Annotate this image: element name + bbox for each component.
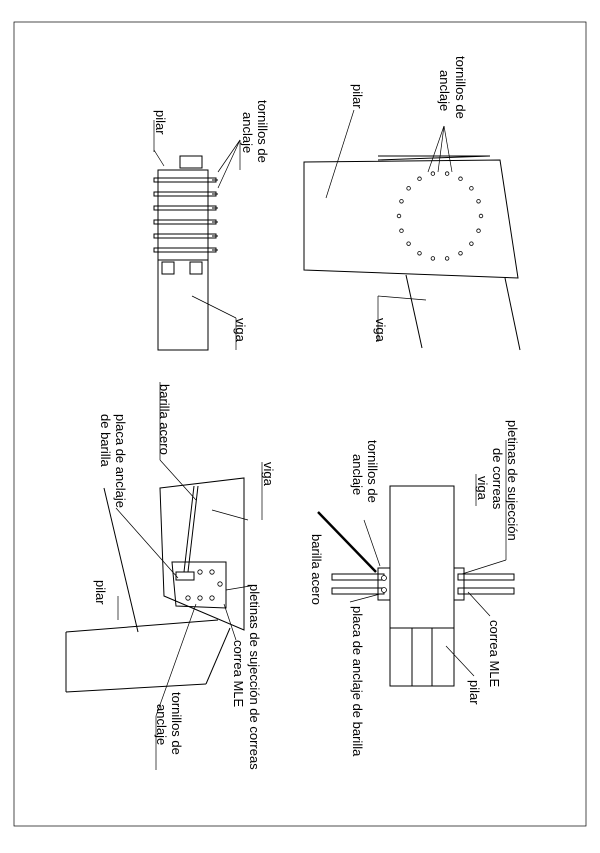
bl-tornillos-1: tornillos de (169, 692, 184, 755)
bolt-rod (154, 178, 216, 182)
bl-viga: viga (261, 462, 276, 486)
tr-tornillos-2: anclaje (437, 70, 452, 112)
top-cap (180, 156, 202, 168)
plate-bolt (210, 570, 214, 574)
beam-column-body (390, 486, 454, 686)
plate-bolt (198, 596, 202, 600)
detail-bottom-right (309, 420, 520, 757)
plate-right (454, 568, 464, 600)
br-viga: viga (475, 476, 490, 500)
detail-bottom-left (66, 382, 276, 770)
bolt-hole (397, 214, 401, 218)
plate-bolt (186, 596, 190, 600)
bolt-hole (431, 172, 435, 176)
tornillos-leader-a (218, 140, 240, 172)
bolt-hole (470, 187, 474, 191)
bolt-hole (445, 172, 449, 176)
column-top-edge (66, 620, 218, 632)
bolt-hole (418, 177, 422, 181)
pilar-leader (326, 110, 354, 198)
br-pletinas-1: pletinas de sujección (505, 420, 520, 541)
plate-bolts (186, 570, 222, 600)
bolt-hole (431, 257, 435, 261)
bolt-hole (470, 242, 474, 246)
br-pletinas-2: de correas (490, 448, 505, 510)
viga-leader (378, 296, 426, 300)
beam-outline (304, 160, 518, 278)
column-edge-right (505, 278, 520, 350)
bl-pilar: pilar (93, 580, 108, 605)
bolt-hole (477, 229, 481, 233)
tr-viga: viga (373, 318, 388, 342)
br-tornillos-2: anclaje (350, 454, 365, 496)
pilar-leader (154, 150, 164, 166)
tl-tornillos-2: anclaje (240, 112, 255, 154)
viga-leader (192, 296, 236, 318)
tl-viga: viga (233, 318, 248, 342)
steel-rod (318, 512, 376, 572)
br-barilla: barilla acero (309, 534, 324, 605)
tr-pilar: pilar (350, 84, 365, 109)
bolt-rod (154, 220, 216, 224)
top-block (158, 170, 208, 260)
bolt-rod (154, 248, 216, 252)
correa-left-top (332, 574, 384, 580)
bolt-rod (154, 206, 216, 210)
bolt-hole (400, 199, 404, 203)
bolt-rod (154, 192, 216, 196)
bolt-circle (397, 172, 483, 260)
bolt-hole (479, 214, 483, 218)
tl-tornillos-1: tornillos de (255, 100, 270, 163)
bolt-hole (418, 251, 422, 255)
bolt-hole (459, 177, 463, 181)
br-tornillos-1: tornillos de (365, 440, 380, 503)
br-placa: placa de anclaje de barilla (350, 606, 365, 757)
br-pilar: pilar (467, 680, 482, 705)
tr-tornillos-1: tornillos de (453, 56, 468, 119)
plate-left (378, 568, 390, 600)
bolt-hole (400, 229, 404, 233)
bolt-hole (407, 242, 411, 246)
detail-top-right (304, 56, 520, 350)
tl-pilar: pilar (153, 110, 168, 135)
br-correa: correa MLE (487, 620, 502, 688)
correa-right-top (458, 574, 514, 580)
plate-bolt (210, 596, 214, 600)
bolt-rod (154, 234, 216, 238)
bolt-hole (477, 199, 481, 203)
detail-top-left (153, 100, 270, 350)
bl-correa: correa MLE (231, 640, 246, 708)
plate-bolt (198, 570, 202, 574)
bl-placa-1: placa de anclaje (113, 414, 128, 508)
bolt-hole (459, 251, 463, 255)
bl-tornillos-2: anclaje (154, 704, 169, 746)
bl-placa-2: de barilla (98, 414, 113, 467)
bolt-hole (407, 187, 411, 191)
bl-pletinas: pletinas de sujección de correas (247, 584, 262, 770)
diag-edge (104, 488, 138, 632)
top-plate (378, 156, 490, 160)
bolt-hole (445, 257, 449, 261)
plate-bolt (218, 582, 222, 586)
column-edge-left (406, 275, 422, 348)
bl-barilla: barilla acero (157, 384, 172, 455)
